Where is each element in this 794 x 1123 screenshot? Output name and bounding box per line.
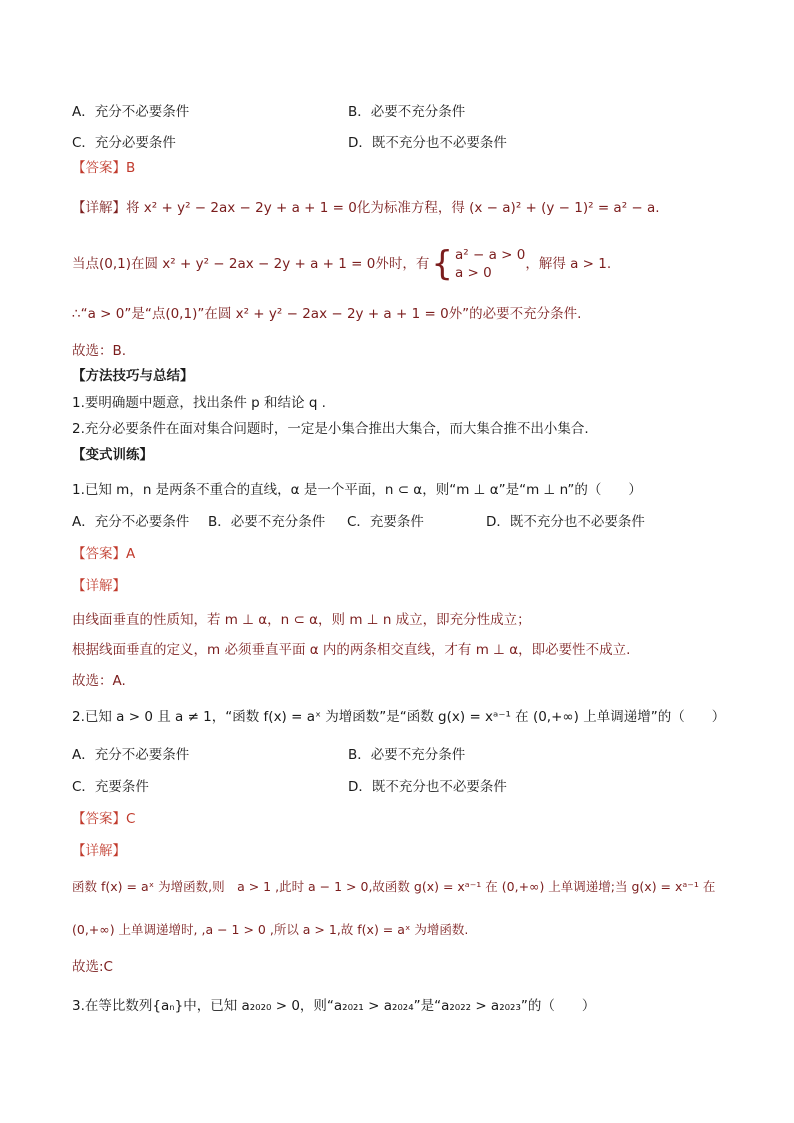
method-heading: 【方法技巧与总结】: [72, 368, 194, 384]
method-item-1: 1.要明确题中题意，找出条件 p 和结论 q .: [72, 395, 326, 411]
q0-answer: 【答案】B: [72, 160, 136, 176]
q1-detail-1: 由线面垂直的性质知，若 m ⊥ α，n ⊂ α，则 m ⊥ n 成立，即充分性成立；: [72, 612, 531, 628]
q2-detail-1: 函数 f(x) = aˣ 为增函数,则 a > 1 ,此时 a − 1 > 0,故函数 g(x) = xᵃ⁻¹ 在 (0,+∞) 上单调递增;当 g(x) = xᵃ⁻¹ 在: [72, 879, 716, 894]
q2-choice: 故选:C: [72, 959, 113, 975]
q2-option-a[interactable]: A．充分不必要条件: [72, 747, 190, 763]
q0-detail-2: [72, 244, 611, 284]
q0-detail-2-pre: 当点(0,1)在圆 x² + y² − 2ax − 2y + a + 1 = 0外时，有: [72, 256, 430, 272]
q1-answer: 【答案】A: [72, 546, 136, 562]
q2-stem: 2.已知 a > 0 且 a ≠ 1，“函数 f(x) = aˣ 为增函数”是“函数 g(x) = xᵃ⁻¹ 在 (0,+∞) 上单调递增”的（ ）: [72, 709, 726, 725]
q1-choice: 故选：A.: [72, 673, 126, 689]
q0-detail-3: ∴“a > 0”是“点(0,1)”在圆 x² + y² − 2ax − 2y + a + 1 = 0外”的必要不充分条件.: [72, 306, 582, 322]
q1-option-c[interactable]: C．充要条件: [347, 514, 424, 530]
q2-answer: 【答案】C: [72, 811, 136, 827]
method-item-2: 2.充分必要条件在面对集合问题时，一定是小集合推出大集合，而大集合推不出小集合.: [72, 421, 589, 437]
q1-option-d[interactable]: D．既不充分也不必要条件: [486, 514, 645, 530]
q0-detail-1: 【详解】将 x² + y² − 2ax − 2y + a + 1 = 0化为标准方程，得 (x − a)² + (y − 1)² = a² − a.: [72, 200, 660, 216]
system-line-2: a > 0: [454, 265, 492, 281]
q2-option-c[interactable]: C．充要条件: [72, 779, 149, 795]
q1-detail-2: 根据线面垂直的定义，m 必须垂直平面 α 内的两条相交直线，才有 m ⊥ α，即必要性不成立.: [72, 642, 631, 658]
q0-option-c[interactable]: C．充分必要条件: [72, 135, 176, 151]
brace-symbol: {: [431, 244, 453, 284]
q1-detail-head: 【详解】: [72, 578, 126, 594]
q3-stem: 3.在等比数列{aₙ}中，已知 a₂₀₂₀ > 0，则“a₂₀₂₁ > a₂₀₂₄”是“a₂₀₂₂ > a₂₀₂₃”的（ ）: [72, 998, 596, 1014]
q1-option-b[interactable]: B．必要不充分条件: [208, 514, 326, 530]
q0-choice: 故选：B.: [72, 343, 127, 359]
q2-detail-head: 【详解】: [72, 843, 126, 859]
system-line-1: a² − a > 0: [454, 247, 526, 263]
q1-stem: 1.已知 m，n 是两条不重合的直线，α 是一个平面，n ⊂ α，则“m ⊥ α”是“m ⊥ n”的（ ）: [72, 482, 642, 498]
q2-option-b[interactable]: B．必要不充分条件: [348, 747, 466, 763]
q2-option-d[interactable]: D．既不充分也不必要条件: [348, 779, 507, 795]
practice-heading: 【变式训练】: [72, 447, 153, 463]
q1-option-a[interactable]: A．充分不必要条件: [72, 514, 190, 530]
q0-option-a[interactable]: A．充分不必要条件: [72, 104, 190, 120]
q2-detail-2: (0,+∞) 上单调递增时, ,a − 1 > 0 ,所以 a > 1,故 f(x) = aˣ 为增函数.: [72, 922, 469, 937]
inequality-system: [455, 246, 525, 282]
q0-option-b[interactable]: B．必要不充分条件: [348, 104, 466, 120]
q0-detail-2-post: ，解得 a > 1.: [525, 256, 612, 272]
q0-option-d[interactable]: D．既不充分也不必要条件: [348, 135, 507, 151]
